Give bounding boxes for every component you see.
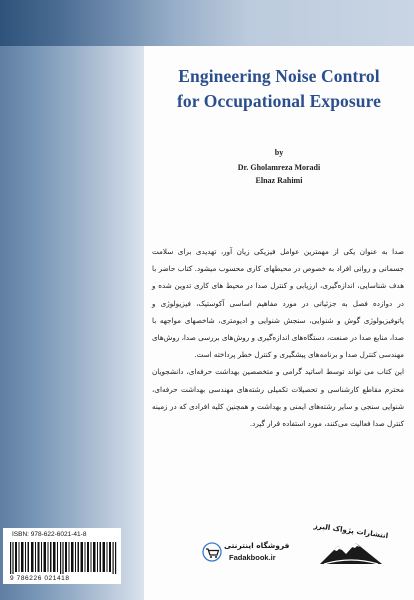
barcode-icon xyxy=(10,542,118,574)
publisher-name: انتشارات پژواک البرز xyxy=(313,520,389,541)
shopping-cart-icon xyxy=(201,542,223,562)
barcode-digits: 9 786226 021418 xyxy=(10,575,70,582)
by-label: by xyxy=(274,148,284,157)
book-title xyxy=(148,64,410,114)
store-name: فروشگاه اینترنتی xyxy=(224,541,290,550)
author-1: Dr. Gholamreza Moradi xyxy=(237,163,321,172)
author-2: Elnaz Rahimi xyxy=(255,176,303,185)
book-description xyxy=(152,243,404,432)
description-paragraph-2: این کتاب می تواند توسط اساتید گرامی و متخصصین بهداشت حرفه‌ای، دانشجویان محترم مقاطع کارشناسی و تحصیلات تکمیلی رشته‌های مهندسی بهداشت حرفه‌ای، شنوایی سنجی و سایر رشته‌های ایمنی و بهداشت و همچنین کلیه افرادی که در زمینه کنترل صدا فعالیت می‌کنند، مورد استفاده قرار گیرد. xyxy=(152,367,404,429)
store-url[interactable]: Fadakbook.ir xyxy=(229,553,276,562)
title-line-1: Engineering Noise Control xyxy=(178,66,380,86)
left-gradient-strip xyxy=(0,46,148,600)
isbn-label: ISBN: 978-622-6021-41-8 xyxy=(12,531,87,538)
mountain-logo-icon xyxy=(318,540,384,566)
title-line-2: for Occupational Exposure xyxy=(176,91,382,111)
top-gradient-band xyxy=(0,0,414,46)
description-paragraph-1: صدا به عنوان یکی از مهمترین عوامل فیزیکی زیان آور، تهدیدی برای سلامت جسمانی و روانی افراد به خصوص در محیطهای کاری محسوب میشود. کتاب حاضر با هدف شناسایی، اندازه‌گیری، ارزیابی و کنترل صدا در محیط های کاری تدوین شده و در دوازده فصل به جزئیاتی در مورد مفاهیم اساسی آکوستیک، فیزیولوژی و پاتوفیزیولوژی گوش و شنوایی، سنجش شنوایی و ادیومتری، شاخصهای مواجهه با صدا، منابع صدا در صنعت، دستگاه‌های اندازه‌گیری و روش‌های بررسی صدا، روش‌های مهندسی کنترل صدا و برنامه‌های پیشگیری و کنترل خطر پرداخته است. xyxy=(152,247,404,360)
